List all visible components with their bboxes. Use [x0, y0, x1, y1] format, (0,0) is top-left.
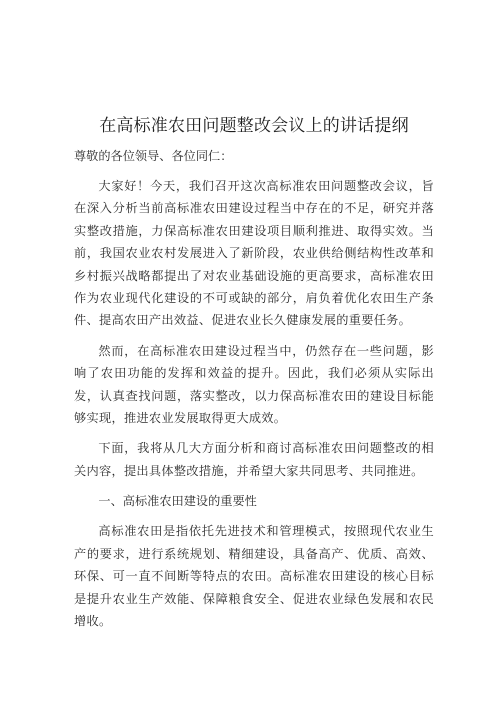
salutation: 尊敬的各位领导、各位同仁： — [74, 149, 233, 163]
paragraph-outline: 下面，我将从几大方面分析和商讨高标准农田问题整改的相关内容，提出具体整改措施，并希望大家共同思考、共同推进。 — [74, 441, 434, 478]
paragraph-problems: 然而，在高标准农田建设过程当中，仍然存在一些问题，影响了农田功能的发挥和效益的提升。因此，我们必须从实际出发，认真查找问题，落实整改，以力保高标准农田的建设目标能够实现，推进农业发展取得更大成效。 — [74, 343, 434, 426]
section-heading-1: 一、高标准农田建设的重要性 — [98, 494, 257, 509]
paragraph-opening: 大家好！今天，我们召开这次高标准农田问题整改会议，旨在深入分析当前高标准农田建设过程当中存在的不足，研究并落实整改措施，力保高标准农田建设项目顺利推进、取得实效。当前，我国农业农村发展进入了新阶段，农业供给侧结构性改革和乡村振兴战略都提出了对农业基础设施的更高要求，高标准农田作为农业现代化建设的不可或缺的部分，肩负着优化农田生产条件、提高农田产出效益、促进农业长久健康发展的重要任务。 — [74, 179, 434, 328]
section-1-paragraph: 高标准农田是指依托先进技术和管理模式，按照现代农业生产的要求，进行系统规划、精细建设，具备高产、优质、高效、环保、可一直不间断等特点的农田。高标准农田建设的核心目标是提升农业生产效能、保障粮食安全、促进农业绿色发展和农民增收。 — [74, 524, 434, 628]
document-title: 在高标准农田问题整改会议上的讲话提纲 — [99, 116, 409, 136]
